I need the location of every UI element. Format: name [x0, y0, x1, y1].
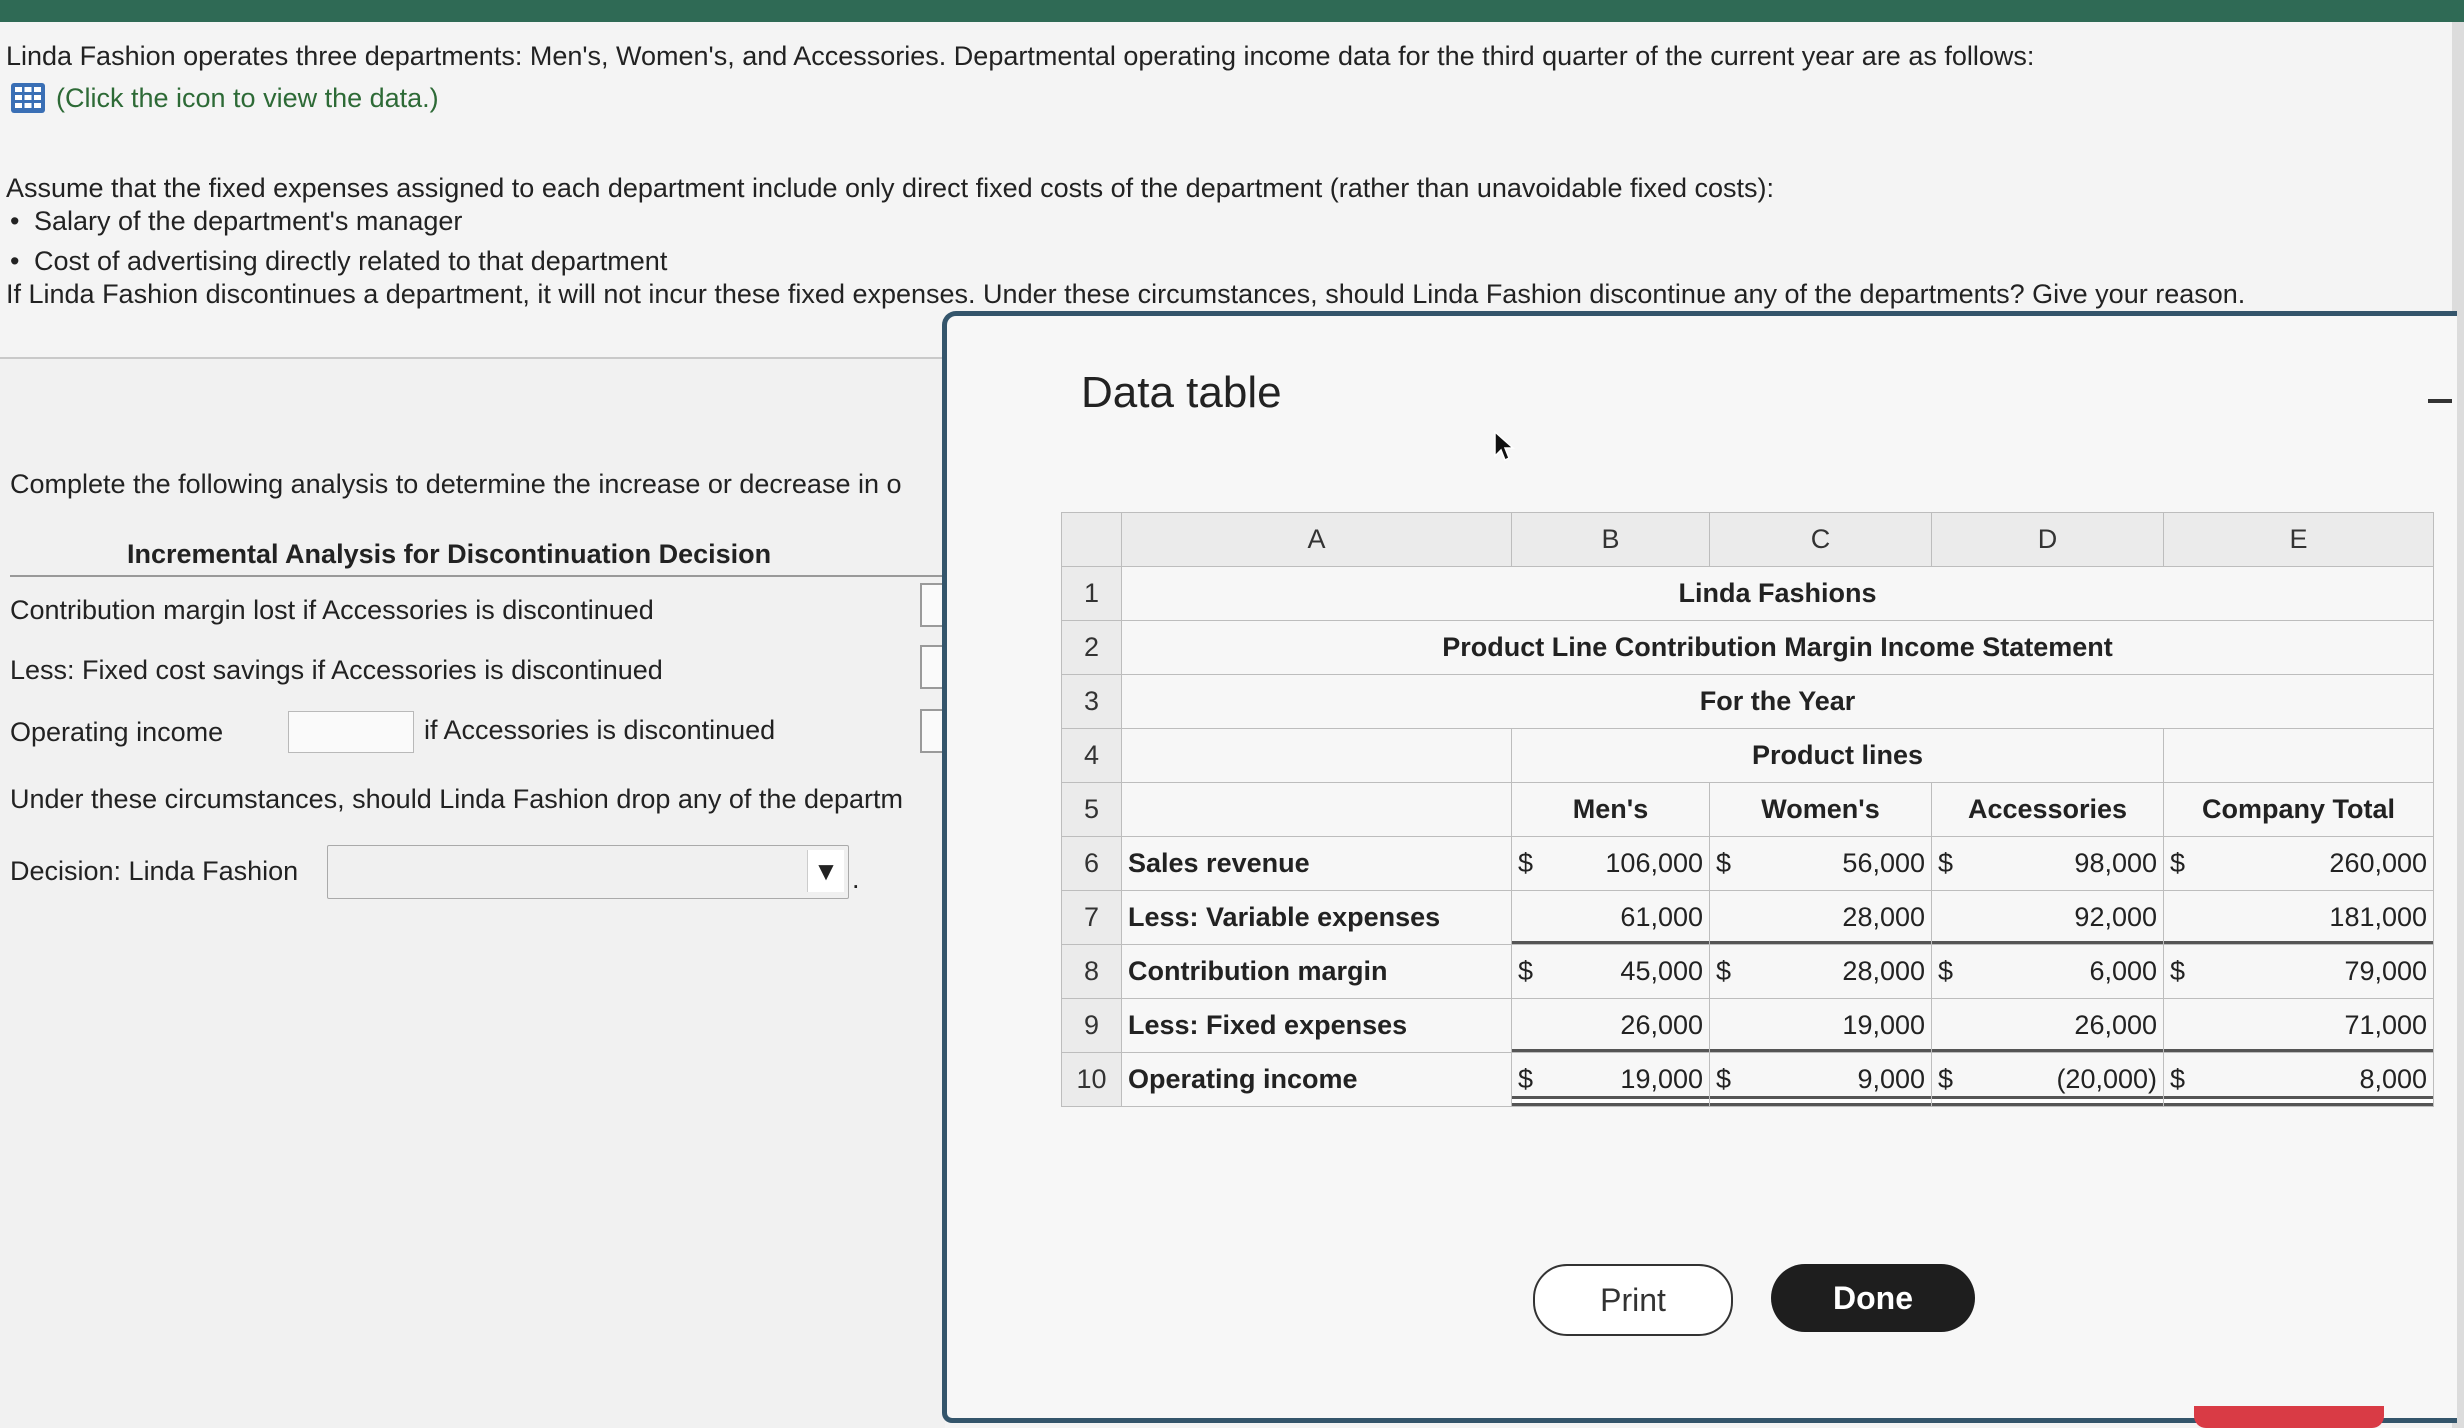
drop-question: Under these circumstances, should Linda Fashion drop any of the departm [10, 784, 904, 814]
column-header-a: A [1122, 513, 1512, 567]
mouse-cursor-icon [1493, 430, 1517, 462]
analysis-row-cm-lost: Contribution margin lost if Accessories is discontinued [10, 595, 654, 625]
value-cell: (20,000) [1972, 1053, 2164, 1107]
currency-symbol [1710, 999, 1750, 1053]
bullet-item: • Salary of the department's manager [10, 206, 463, 236]
row-label: Contribution margin [1122, 945, 1512, 999]
data-table [1061, 512, 2434, 1107]
value-cell: 6,000 [1972, 945, 2164, 999]
table-row [1062, 837, 2434, 891]
table-row [1062, 621, 2434, 675]
value-cell: 26,000 [1972, 999, 2164, 1053]
row-label: Less: Fixed expenses [1122, 999, 1512, 1053]
view-data-link-text[interactable]: (Click the icon to view the data.) [56, 82, 439, 113]
currency-symbol: $ [1932, 1053, 1972, 1107]
row-number: 4 [1062, 729, 1122, 783]
col-head-accessories: Accessories [1932, 783, 2164, 837]
currency-symbol: $ [2164, 837, 2204, 891]
row-number: 3 [1062, 675, 1122, 729]
value-cell: 98,000 [1972, 837, 2164, 891]
increase-decrease-input[interactable] [288, 711, 414, 753]
currency-symbol: $ [2164, 945, 2204, 999]
table-row [1062, 1053, 2434, 1107]
value-cell: 92,000 [1972, 891, 2164, 945]
column-header-e: E [2164, 513, 2434, 567]
assumption-text: Assume that the fixed expenses assigned to each department include only direct fixed costs of the department (rather than unavoidable fixed costs): [6, 173, 1775, 203]
column-header-row [1062, 513, 2434, 567]
decision-dropdown[interactable] [327, 845, 849, 899]
table-grid-icon[interactable] [10, 82, 46, 114]
column-header-b: B [1512, 513, 1710, 567]
value-cell: 28,000 [1750, 945, 1932, 999]
question-intro: Linda Fashion operates three departments: Men's, Women's, and Accessories. Departmental operating income data for the third quarter of the current year are as follows: [6, 41, 2035, 71]
data-table-modal [942, 311, 2457, 1423]
view-data-link[interactable] [10, 82, 439, 114]
currency-symbol [1932, 999, 1972, 1053]
table-row [1062, 945, 2434, 999]
analysis-pane [0, 359, 945, 1428]
product-lines-header: Product lines [1512, 729, 2164, 783]
value-cell: 181,000 [2204, 891, 2434, 945]
company-name: Linda Fashions [1122, 567, 2434, 621]
dropdown-arrow-icon[interactable]: ▼ [807, 850, 844, 892]
value-cell: 9,000 [1750, 1053, 1932, 1107]
currency-symbol [2164, 891, 2204, 945]
row-number: 5 [1062, 783, 1122, 837]
col-head-company-total: Company Total [2164, 783, 2434, 837]
value-cell: 28,000 [1750, 891, 1932, 945]
analysis-instruction: Complete the following analysis to determine the increase or decrease in o [10, 469, 902, 499]
value-cell: 19,000 [1750, 999, 1932, 1053]
col-head-mens: Men's [1512, 783, 1710, 837]
currency-symbol: $ [1512, 945, 1552, 999]
currency-symbol: $ [1710, 1053, 1750, 1107]
spreadsheet [1061, 512, 2433, 1112]
edge-marker [2428, 399, 2452, 403]
decision-label: Decision: Linda Fashion [10, 856, 299, 886]
analysis-row-fixed-savings: Less: Fixed cost savings if Accessories is discontinued [10, 655, 663, 685]
column-header-c: C [1710, 513, 1932, 567]
table-row [1062, 729, 2434, 783]
value-cell: 19,000 [1552, 1053, 1710, 1107]
currency-symbol: $ [1710, 945, 1750, 999]
modal-title: Data table [1081, 368, 1282, 417]
done-button[interactable]: Done [1771, 1264, 1975, 1332]
value-cell: 56,000 [1750, 837, 1932, 891]
red-action-tab[interactable] [2194, 1406, 2384, 1428]
row-number: 6 [1062, 837, 1122, 891]
row-number: 8 [1062, 945, 1122, 999]
value-cell: 61,000 [1552, 891, 1710, 945]
value-cell: 79,000 [2204, 945, 2434, 999]
currency-symbol: $ [1512, 1053, 1552, 1107]
value-cell: 106,000 [1552, 837, 1710, 891]
row-number: 10 [1062, 1053, 1122, 1107]
analysis-heading: Incremental Analysis for Discontinuation Decision [127, 539, 772, 569]
app-top-bar [0, 0, 2464, 22]
bullet-item: • Cost of advertising directly related to that department [10, 246, 668, 276]
period-mark: . [852, 864, 860, 894]
value-cell: 45,000 [1552, 945, 1710, 999]
currency-symbol [1710, 891, 1750, 945]
currency-symbol [1512, 891, 1552, 945]
statement-period: For the Year [1122, 675, 2434, 729]
row-label: Operating income [1122, 1053, 1512, 1107]
value-cell: 71,000 [2204, 999, 2434, 1053]
value-cell: 26,000 [1552, 999, 1710, 1053]
table-row [1062, 567, 2434, 621]
table-row [1062, 675, 2434, 729]
operating-income-label: Operating income [10, 717, 224, 747]
row-number: 2 [1062, 621, 1122, 675]
column-header-d: D [1932, 513, 2164, 567]
statement-title: Product Line Contribution Margin Income Statement [1122, 621, 2434, 675]
currency-symbol: $ [1932, 837, 1972, 891]
table-row [1062, 891, 2434, 945]
currency-symbol: $ [1512, 837, 1552, 891]
row-label: Sales revenue [1122, 837, 1512, 891]
currency-symbol [1932, 891, 1972, 945]
row-number: 7 [1062, 891, 1122, 945]
table-row [1062, 999, 2434, 1053]
row-number: 9 [1062, 999, 1122, 1053]
currency-symbol [1512, 999, 1552, 1053]
print-button[interactable]: Print [1533, 1264, 1733, 1336]
currency-symbol: $ [1932, 945, 1972, 999]
currency-symbol [2164, 999, 2204, 1053]
value-cell: 260,000 [2204, 837, 2434, 891]
question-closing: If Linda Fashion discontinues a department, it will not incur these fixed expenses. Under these circumstances, should Linda Fashion discontinue any of the departments? Give your reason. [6, 279, 2246, 309]
currency-symbol: $ [2164, 1053, 2204, 1107]
operating-income-suffix: if Accessories is discontinued [424, 715, 776, 745]
corner-cell [1062, 513, 1122, 567]
question-area [0, 22, 2452, 342]
heading-rule [10, 575, 945, 577]
currency-symbol: $ [1710, 837, 1750, 891]
row-number: 1 [1062, 567, 1122, 621]
table-row [1062, 783, 2434, 837]
col-head-womens: Women's [1710, 783, 1932, 837]
value-cell: 8,000 [2204, 1053, 2434, 1107]
row-label: Less: Variable expenses [1122, 891, 1512, 945]
